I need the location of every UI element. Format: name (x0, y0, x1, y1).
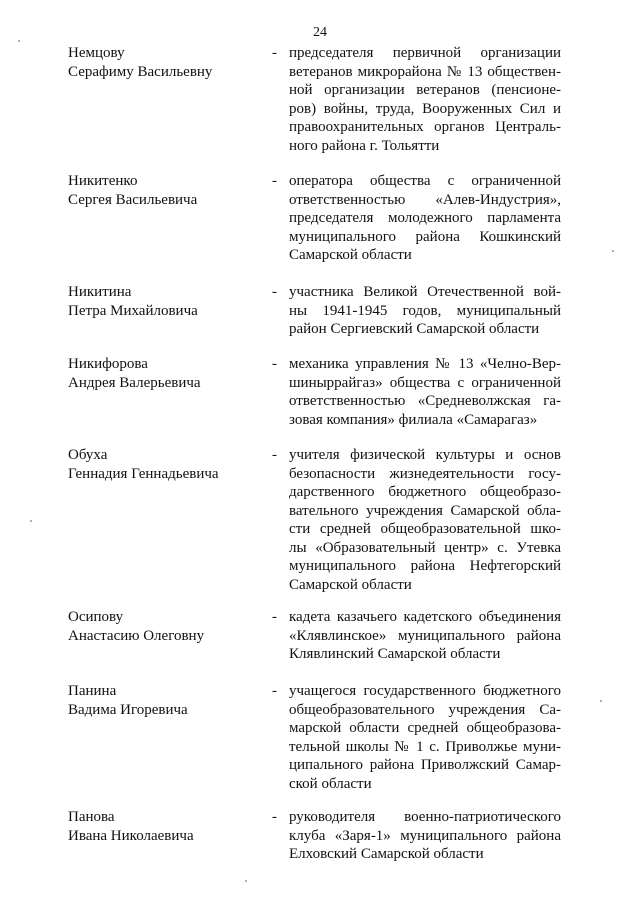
description-line: муниципального района Нефтегорский (289, 558, 561, 574)
description-line: ответственностью «Алев-Индустрия», (289, 191, 561, 208)
description-line: «Клявлинское» муниципального района (289, 627, 561, 644)
description-line: оператора общества с ограниченной (289, 173, 561, 189)
description-line: сти средней общеобразовательной шко- (289, 521, 561, 537)
description-line: председателя первичной организации (289, 45, 561, 61)
entry-description (289, 608, 561, 664)
description-line: руководителя военно-патриотического (289, 809, 561, 825)
given-names: Вадима Игоревича (68, 701, 188, 718)
given-names: Андрея Валерьевича (68, 374, 201, 391)
description-line: Самарской области (289, 576, 412, 593)
description-line: ципального района Приволжский Самар- (289, 757, 561, 773)
entry-description (289, 283, 561, 339)
description-line: дарственного бюджетного общеобразо- (289, 484, 561, 500)
description-line: ветеранов микрорайона № 13 обществен- (289, 63, 561, 80)
description-line: общеобразовательного учреждения Са- (289, 701, 561, 718)
surname: Панова (68, 809, 115, 825)
description-line: безопасности жизнедеятельности госу- (289, 465, 561, 482)
given-names: Геннадия Геннадьевича (68, 465, 219, 482)
description-line: ров) войны, труда, Вооруженных Сил и (289, 100, 561, 117)
dash: - (272, 173, 277, 189)
entry-description (289, 682, 561, 793)
given-names: Петра Михайловича (68, 302, 198, 319)
entry-name (68, 44, 258, 81)
entry-description (289, 446, 561, 594)
description-line: участника Великой Отечественной вой- (289, 284, 561, 300)
description-line: тельной школы № 1 с. Приволжье муни- (289, 738, 561, 755)
description-line: учителя физической культуры и основ (289, 447, 561, 463)
description-line: учащегося государственного бюджетного (289, 683, 561, 699)
scan-speck (18, 40, 20, 42)
description-line: зовая компания» филиала «Самарагаз» (289, 411, 538, 428)
entry-name (68, 355, 258, 392)
scan-speck (30, 520, 32, 522)
description-line: правоохранительных органов Централь- (289, 119, 561, 135)
surname: Панина (68, 683, 117, 699)
scan-speck (612, 250, 614, 252)
description-line: председателя молодежного парламента (289, 210, 561, 226)
description-line: ны 1941-1945 годов, муниципальный (289, 302, 561, 319)
scan-speck (600, 700, 602, 702)
given-names: Серафиму Васильевну (68, 63, 213, 80)
description-line: механика управления № 13 «Челно-Вер- (289, 356, 561, 372)
dash: - (272, 809, 277, 825)
entry-name (68, 283, 258, 320)
page-number: 24 (313, 25, 327, 40)
surname: Никитина (68, 284, 132, 300)
description-line: клуба «Заря-1» муниципального района (289, 827, 561, 844)
dash: - (272, 683, 277, 699)
description-line: лы «Образовательный центр» с. Утевка (289, 539, 561, 556)
surname: Обуха (68, 447, 108, 463)
entry-description (289, 44, 561, 155)
description-line: марской области средней общеобразова- (289, 720, 561, 736)
entry-name (68, 682, 258, 719)
dash: - (272, 356, 277, 372)
description-line: Клявлинский Самарской области (289, 646, 501, 662)
description-line: ской области (289, 775, 372, 792)
dash: - (272, 609, 277, 625)
description-line: вательного учреждения Самарской обла- (289, 502, 561, 519)
description-line: кадета казачьего кадетского объединения (289, 609, 561, 625)
entry-description (289, 808, 561, 864)
surname: Осипову (68, 609, 124, 625)
dash: - (272, 447, 277, 463)
description-line: ного района г. Тольятти (289, 137, 440, 154)
entry-name (68, 446, 258, 483)
entry-name (68, 608, 258, 645)
description-line: шиныррайгаз» общества с ограниченной (289, 374, 561, 391)
entry-description (289, 355, 561, 429)
given-names: Ивана Николаевича (68, 827, 194, 844)
dash: - (272, 284, 277, 300)
surname: Никифорова (68, 356, 148, 372)
surname: Немцову (68, 45, 125, 61)
scan-speck (245, 880, 247, 882)
description-line: Самарской области (289, 247, 412, 263)
description-line: район Сергиевский Самарской области (289, 321, 540, 337)
description-line: ответственностью «Средневолжская га- (289, 393, 561, 409)
given-names: Анастасию Олеговну (68, 627, 205, 644)
surname: Никитенко (68, 173, 138, 189)
entry-description (289, 172, 561, 265)
entry-name (68, 172, 258, 209)
entry-name (68, 808, 258, 845)
dash: - (272, 45, 277, 61)
description-line: муниципального района Кошкинский (289, 228, 561, 245)
description-line: Елховский Самарской области (289, 846, 484, 862)
given-names: Сергея Васильевича (68, 191, 198, 208)
description-line: ной организации ветеранов (пенсионе- (289, 82, 561, 98)
